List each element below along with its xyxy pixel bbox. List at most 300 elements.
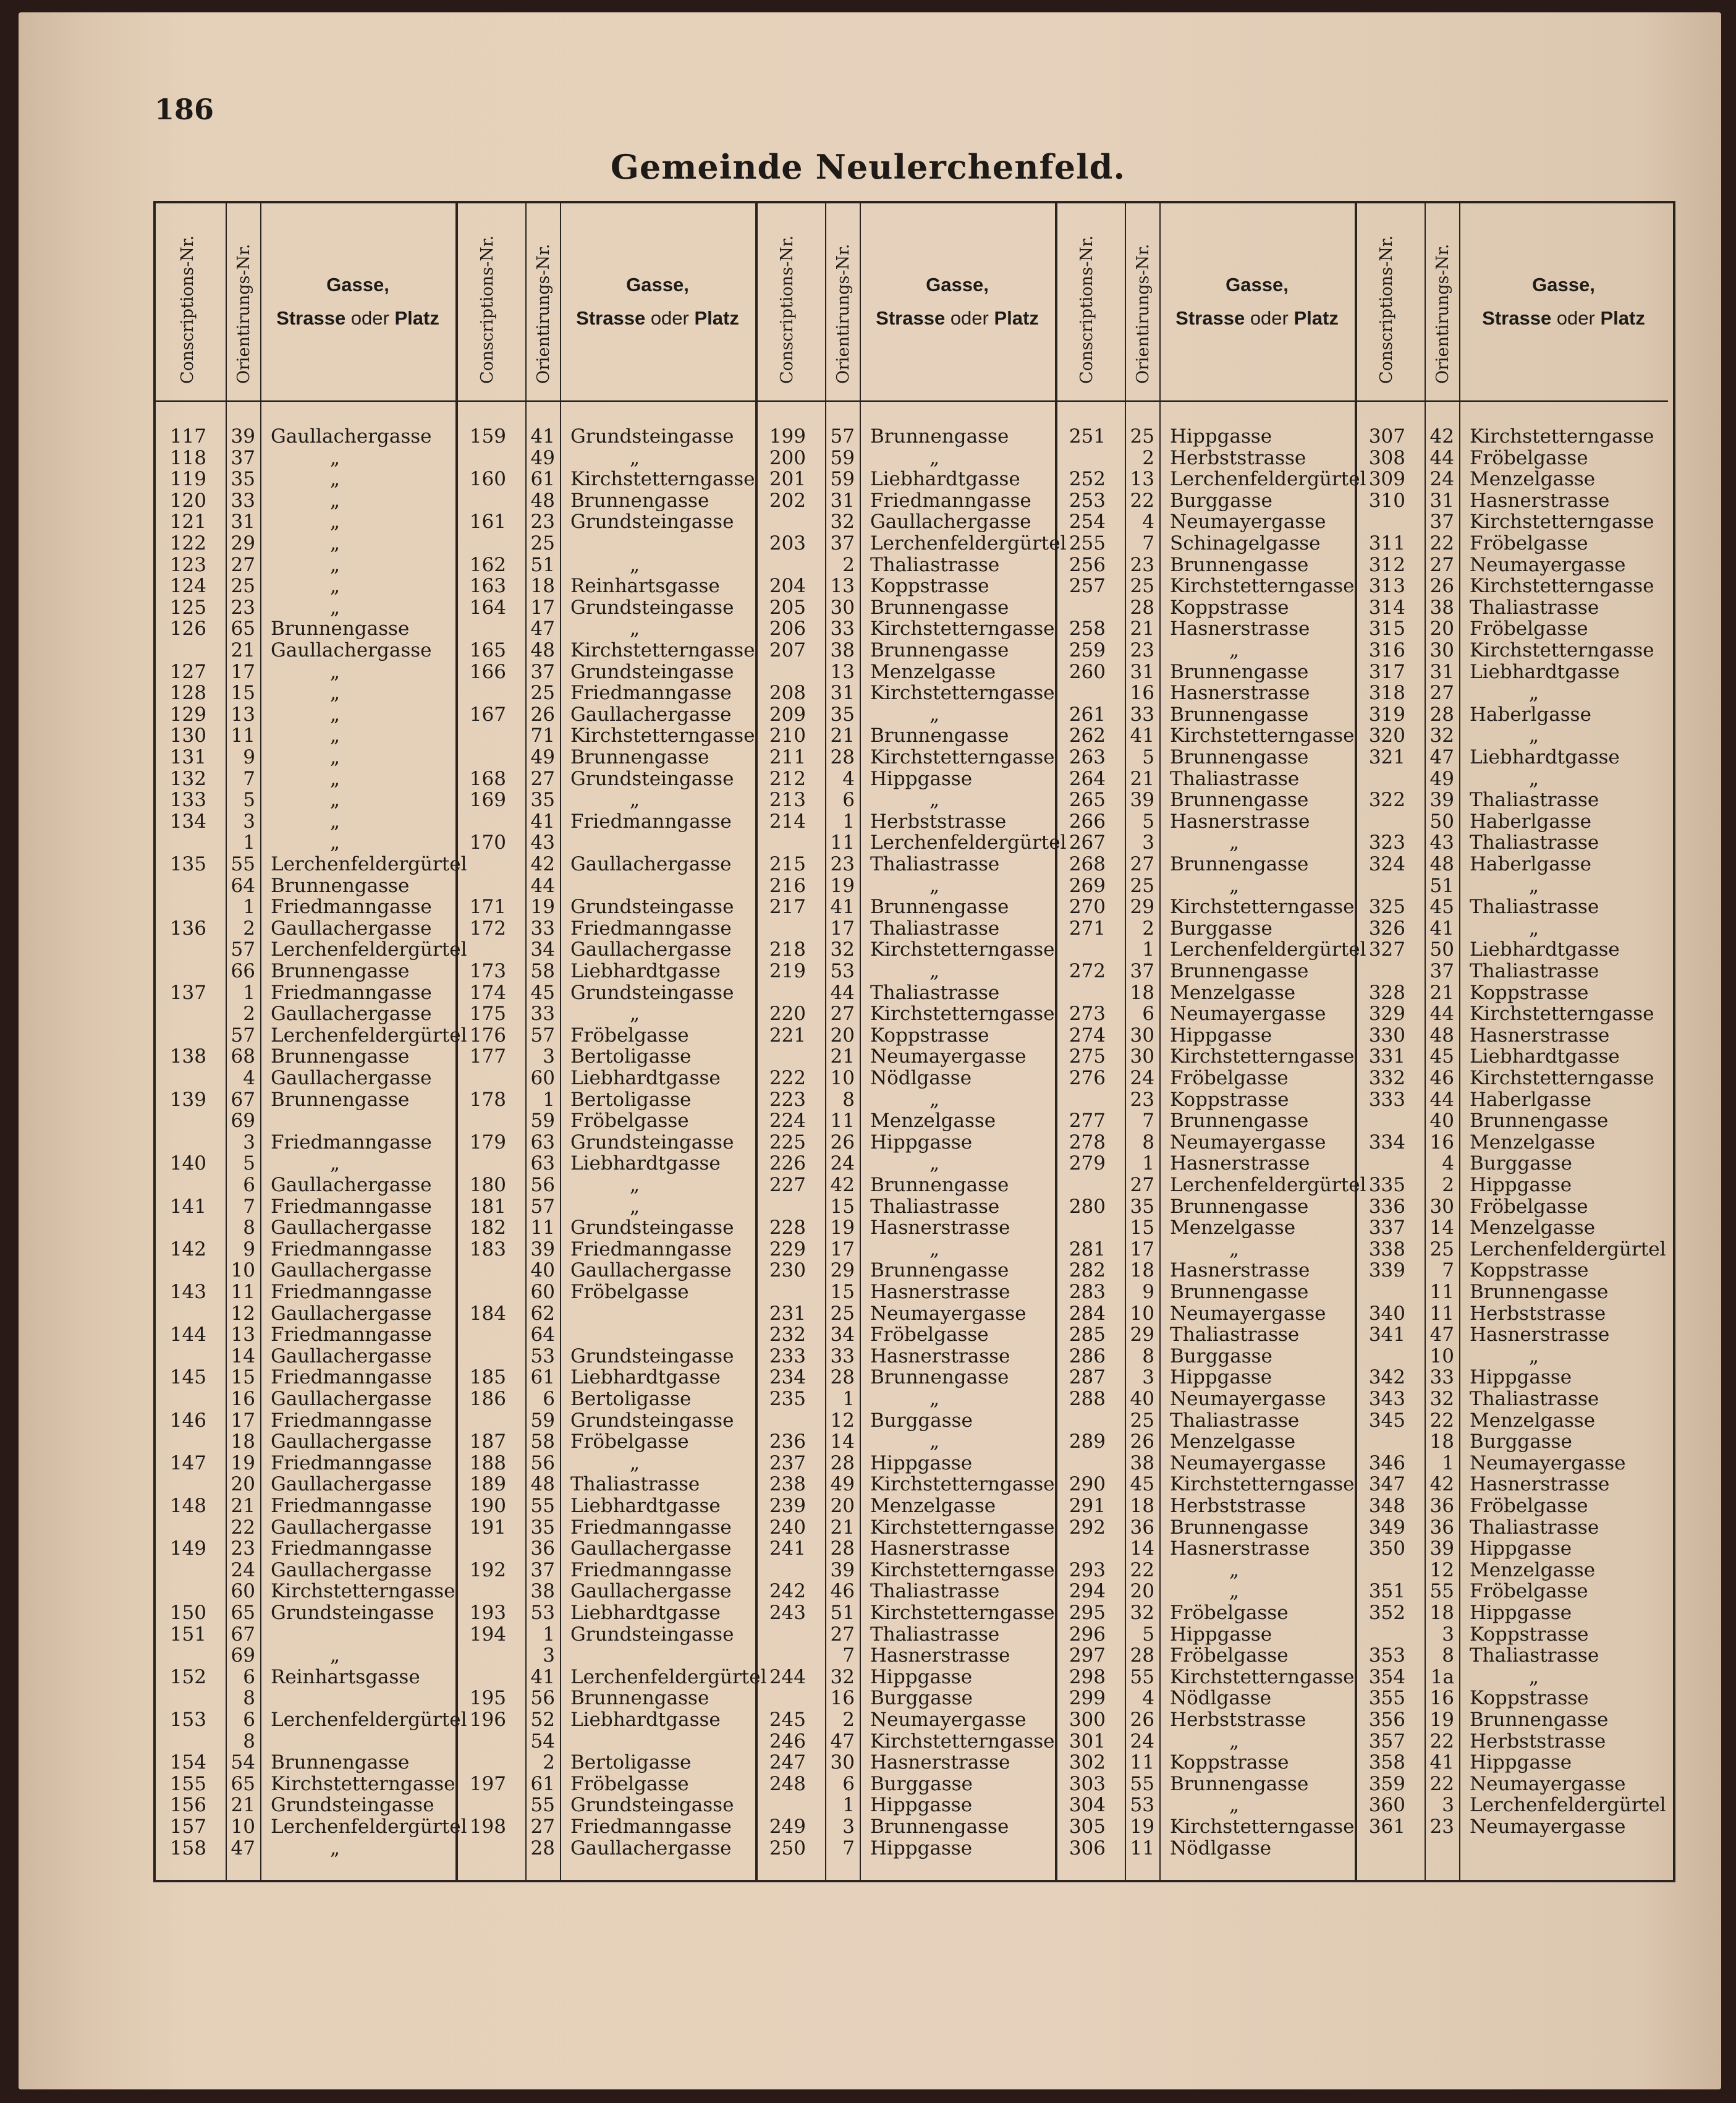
orientation-number: 53 [530,1602,555,1624]
orientation-number: 6 [842,789,855,812]
street-name: Grundsteingasse [570,1794,734,1817]
orientation-number: 7 [243,767,255,790]
conscription-number: 157 [169,1816,206,1838]
street-name: Kirchstetterngasse [870,682,1055,705]
orientation-number: 44 [830,981,855,1004]
street-name: Kirchstetterngasse [1170,1045,1355,1068]
conscription-number: 285 [1069,1323,1106,1346]
orientation-number: 5 [1142,810,1154,833]
conscription-number: 235 [769,1388,806,1410]
orientation-number: 23 [530,511,555,533]
street-name: Koppstrasse [1470,981,1589,1004]
orientation-number: 4 [842,767,855,790]
orientation-number: 46 [830,1580,855,1603]
orientation-number: 22 [1429,1772,1454,1795]
street-name: Herbststrasse [870,810,1007,833]
orientation-number: 21 [231,639,255,661]
street-name: Brunnengasse [1170,1281,1309,1303]
orientation-number: 22 [1429,1409,1454,1432]
street-name: Liebhardtgasse [1470,660,1620,683]
orientation-number: 3 [543,1644,555,1667]
orientation-number: 19 [530,896,555,919]
orientation-number: 42 [830,1174,855,1196]
street-name: Liebhardtgasse [570,1602,721,1624]
street-name: Friedmanngasse [271,1281,432,1303]
orientation-number: 54 [231,1751,255,1774]
street-name: Friedmanngasse [271,1323,432,1346]
orientation-number: 49 [530,446,555,469]
street-name: Brunnengasse [870,1816,1009,1838]
street-name: Grundsteingasse [570,425,734,448]
conscription-number: 290 [1069,1473,1106,1496]
orientation-number: 32 [1429,1388,1454,1410]
conscription-number: 359 [1368,1772,1405,1795]
street-name: Burggasse [1170,917,1272,940]
conscription-number: 194 [469,1623,506,1646]
orientation-number: 41 [1429,1751,1454,1774]
street-name: Hasnerstrasse [1170,1259,1310,1282]
column-group-4 [1055,203,1366,1880]
street-name: Fröbelgasse [1470,1495,1588,1517]
orientation-number: 49 [1429,767,1454,790]
conscription-number: 278 [1069,1131,1106,1153]
street-name: Thaliastrasse [1470,1516,1599,1539]
orientation-number: 33 [1130,703,1154,726]
street-name: Grundsteingasse [570,981,734,1004]
street-name: Friedmanngasse [271,1131,432,1153]
conscription-number: 118 [169,446,206,469]
orientation-number: 39 [530,1238,555,1260]
orientation-number: 4 [243,1067,255,1089]
street-name: Hippgasse [1170,425,1272,448]
orientation-number: 35 [1130,1195,1154,1218]
orientation-number: 1 [842,810,855,833]
orientation-number: 1 [243,896,255,919]
street-name: „ [330,1152,341,1175]
street-name: „ [929,446,940,469]
street-name: Liebhardtgasse [1470,1045,1620,1068]
conscription-number: 159 [469,425,506,448]
street-name: Gaullachergasse [570,938,732,961]
street-name: Gaullachergasse [271,1067,432,1089]
header-street-a: Strasse [1482,307,1552,329]
street-name: Burggasse [1170,489,1272,512]
street-name: Grundsteingasse [570,1345,734,1367]
orientation-number: 18 [1130,1495,1154,1517]
street-name: „ [929,960,940,982]
conscription-number: 134 [169,810,206,833]
orientation-number: 65 [231,1602,255,1624]
orientation-number: 17 [830,917,855,940]
orientation-number: 21 [1130,618,1154,640]
street-name: „ [630,446,640,469]
street-name: Brunnengasse [870,425,1009,448]
header-conscription: Conscriptions-Nr. [1377,235,1396,384]
street-name: Brunnengasse [1170,960,1309,982]
conscription-number: 193 [469,1602,506,1624]
conscription-number: 176 [469,1024,506,1047]
orientation-number: 25 [1130,425,1154,448]
orientation-number: 15 [1130,1217,1154,1239]
street-name: „ [330,682,341,705]
conscription-number: 153 [169,1709,206,1731]
conscription-number: 146 [169,1409,206,1432]
conscription-number: 305 [1069,1816,1106,1838]
orientation-number: 1 [1142,1152,1154,1175]
conscription-number: 332 [1368,1067,1405,1089]
header-orientation: Orientirungs-Nr. [534,244,553,384]
street-name: Menzelgasse [870,660,996,683]
orientation-number: 21 [1429,981,1454,1004]
street-name: Grundsteingasse [570,1131,734,1153]
conscription-number: 125 [169,596,206,619]
orientation-number: 41 [530,425,555,448]
orientation-number: 18 [1429,1430,1454,1453]
orientation-number: 64 [530,1323,555,1346]
street-name: Thaliastrasse [870,1195,1000,1218]
conscription-number: 199 [769,425,806,448]
street-name: Burggasse [1470,1152,1572,1175]
orientation-number: 3 [1442,1794,1454,1817]
conscription-number: 180 [469,1174,506,1196]
conscription-number: 297 [1069,1644,1106,1667]
orientation-number: 66 [231,960,255,982]
conscription-number: 228 [769,1217,806,1239]
conscription-number: 335 [1368,1174,1405,1196]
street-name: Koppstrasse [870,1024,989,1047]
conscription-number: 342 [1368,1366,1405,1389]
orientation-number: 46 [1429,1067,1454,1089]
orientation-number: 56 [530,1451,555,1474]
street-name: „ [330,789,341,812]
conscription-number: 346 [1368,1451,1405,1474]
street-name: Haberlgasse [1470,810,1591,833]
orientation-number: 4 [1142,511,1154,533]
street-name: Thaliastrasse [570,1473,700,1496]
street-name: Kirchstetterngasse [870,1473,1055,1496]
street-name: Friedmanngasse [271,981,432,1004]
orientation-number: 25 [1130,874,1154,897]
orientation-number: 11 [1429,1281,1454,1303]
conscription-number: 336 [1368,1195,1405,1218]
street-name: Liebhardtgasse [570,1152,721,1175]
conscription-number: 214 [769,810,806,833]
conscription-number: 169 [469,789,506,812]
street-name: Fröbelgasse [1170,1067,1289,1089]
street-name: Nödlgasse [1170,1837,1272,1859]
conscription-number: 321 [1368,746,1405,768]
street-name: Lerchenfeldergürtel [1170,938,1366,961]
street-name: Thaliastrasse [870,1580,1000,1603]
conscription-number: 197 [469,1772,506,1795]
street-name: Burggasse [870,1687,973,1710]
orientation-number: 19 [1429,1709,1454,1731]
orientation-number: 42 [1429,425,1454,448]
street-name: „ [330,810,341,833]
street-name: Brunnengasse [271,874,410,897]
orientation-number: 23 [830,853,855,875]
street-name: Gaullachergasse [570,1580,732,1603]
conscription-number: 202 [769,489,806,512]
conscription-number: 249 [769,1816,806,1838]
orientation-number: 33 [530,917,555,940]
street-name: Hippgasse [1470,1537,1572,1560]
conscription-number: 155 [169,1772,206,1795]
street-name: Kirchstetterngasse [870,1558,1055,1581]
orientation-number: 1 [243,831,255,854]
orientation-number: 25 [530,532,555,554]
street-name: Neumayergasse [1170,511,1326,533]
orientation-number: 12 [830,1409,855,1432]
street-name: Hippgasse [1170,1366,1272,1389]
orientation-number: 48 [530,639,555,661]
street-name: „ [1229,1558,1240,1581]
orientation-number: 39 [231,425,255,448]
conscription-number: 274 [1069,1024,1106,1047]
conscription-number: 311 [1368,532,1405,554]
street-name: Hasnerstrasse [1470,1024,1610,1047]
orientation-number: 57 [530,1195,555,1218]
conscription-number: 209 [769,703,806,726]
orientation-number: 5 [243,1152,255,1175]
orientation-number: 6 [243,1665,255,1688]
orientation-number: 13 [830,660,855,683]
orientation-number: 11 [530,1217,555,1239]
orientation-number: 37 [1429,511,1454,533]
header-orientation: Orientirungs-Nr. [234,244,253,384]
street-name: „ [1529,874,1539,897]
conscription-number: 226 [769,1152,806,1175]
orientation-number: 1 [842,1388,855,1410]
street-name: „ [1529,682,1539,705]
header-street-b: oder [650,307,689,329]
street-name: Kirchstetterngasse [1170,896,1355,919]
orientation-number: 6 [243,1174,255,1196]
orientation-number: 41 [530,1665,555,1688]
street-name: Lerchenfeldergürtel [271,1024,467,1047]
orientation-number: 49 [530,746,555,768]
orientation-number: 27 [1130,853,1154,875]
street-name: Reinhartsgasse [271,1665,420,1688]
orientation-number: 18 [1130,1259,1154,1282]
orientation-number: 21 [231,1794,255,1817]
conscription-number: 325 [1368,896,1405,919]
conscription-number: 345 [1368,1409,1405,1432]
orientation-number: 38 [530,1580,555,1603]
street-name: Kirchstetterngasse [1470,639,1654,661]
conscription-number: 129 [169,703,206,726]
street-name: Brunnengasse [870,1366,1009,1389]
conscription-number: 298 [1069,1665,1106,1688]
street-name: Brunnengasse [1470,1709,1609,1731]
conscription-number: 241 [769,1537,806,1560]
orientation-number: 34 [530,938,555,961]
conscription-number: 282 [1069,1259,1106,1282]
header-street-a: Strasse [576,307,646,329]
street-name: Liebhardtgasse [1470,938,1620,961]
street-name: „ [330,446,341,469]
street-name: „ [330,660,341,683]
conscription-number: 224 [769,1110,806,1132]
orientation-number: 21 [830,1045,855,1068]
street-name: Hippgasse [1470,1174,1572,1196]
street-name: „ [1529,1345,1539,1367]
conscription-number: 119 [169,468,206,491]
conscription-number: 338 [1368,1238,1405,1260]
street-name: Friedmanngasse [570,917,732,940]
orientation-number: 23 [1130,639,1154,661]
orientation-number: 67 [231,1623,255,1646]
conscription-number: 222 [769,1067,806,1089]
conscription-number: 240 [769,1516,806,1539]
street-name: Kirchstetterngasse [1470,575,1654,598]
orientation-number: 13 [231,1323,255,1346]
street-name: Brunnengasse [271,960,410,982]
conscription-number: 142 [169,1238,206,1260]
orientation-number: 31 [1429,489,1454,512]
header-street [860,203,1055,400]
street-name: „ [929,789,940,812]
conscription-number: 227 [769,1174,806,1196]
conscription-number: 276 [1069,1067,1106,1089]
street-name: „ [929,703,940,726]
header-street-b: oder [950,307,989,329]
orientation-number: 18 [231,1430,255,1453]
conscription-number: 295 [1069,1602,1106,1624]
orientation-number: 4 [1142,1687,1154,1710]
conscription-number: 331 [1368,1045,1405,1068]
street-name: „ [1529,767,1539,790]
orientation-number: 32 [1429,724,1454,747]
conscription-number: 351 [1368,1580,1405,1603]
conscription-number: 231 [769,1302,806,1325]
street-name: „ [1529,1665,1539,1688]
orientation-number: 59 [830,446,855,469]
orientation-number: 7 [1442,1259,1454,1282]
street-name: Lerchenfeldergürtel [271,938,467,961]
orientation-number: 16 [1429,1687,1454,1710]
street-name: Gaullachergasse [271,1345,432,1367]
conscription-number: 357 [1368,1730,1405,1753]
street-name: Friedmanngasse [570,1516,732,1539]
orientation-number: 55 [1130,1772,1154,1795]
orientation-number: 11 [1130,1751,1154,1774]
conscription-number: 188 [469,1451,506,1474]
orientation-number: 1a [1430,1665,1454,1688]
conscription-number: 257 [1069,575,1106,598]
orientation-number: 24 [1429,468,1454,491]
street-name: Hippgasse [1170,1623,1272,1646]
conscription-number: 133 [169,789,206,812]
conscription-number: 216 [769,874,806,897]
orientation-number: 56 [530,1687,555,1710]
header-street-a: Strasse [276,307,346,329]
orientation-number: 22 [1429,1730,1454,1753]
orientation-number: 26 [530,703,555,726]
street-name: Lerchenfeldergürtel [870,831,1067,854]
conscription-number: 244 [769,1665,806,1688]
orientation-number: 57 [231,1024,255,1047]
orientation-number: 44 [1429,446,1454,469]
orientation-number: 33 [1429,1366,1454,1389]
conscription-number: 340 [1368,1302,1405,1325]
conscription-number: 145 [169,1366,206,1389]
orientation-number: 30 [1130,1045,1154,1068]
orientation-number: 61 [530,468,555,491]
conscription-number: 353 [1368,1644,1405,1667]
street-name: Koppstrasse [1170,1751,1289,1774]
street-name: Gaullachergasse [570,853,732,875]
street-name: „ [1229,1794,1240,1817]
conscription-number: 171 [469,896,506,919]
orientation-number: 37 [530,1558,555,1581]
orientation-number: 8 [243,1730,255,1753]
conscription-number: 259 [1069,639,1106,661]
street-name: „ [630,1195,640,1218]
street-name: Lerchenfeldergürtel [1470,1238,1666,1260]
conscription-number: 312 [1368,553,1405,576]
orientation-number: 2 [1442,1174,1454,1196]
street-name: Gaullachergasse [271,1003,432,1026]
street-name: Menzelgasse [1470,1409,1596,1432]
conscription-number: 218 [769,938,806,961]
orientation-number: 7 [1142,532,1154,554]
column-group-3 [755,203,1067,1880]
street-name: „ [929,874,940,897]
conscription-number: 174 [469,981,506,1004]
conscription-number: 248 [769,1772,806,1795]
orientation-number: 28 [830,1451,855,1474]
conscription-number: 339 [1368,1259,1405,1282]
orientation-number: 11 [231,724,255,747]
conscription-number: 275 [1069,1045,1106,1068]
header-street [260,203,455,400]
header-orientation: Orientirungs-Nr. [834,244,853,384]
conscription-number: 220 [769,1003,806,1026]
conscription-number: 162 [469,553,506,576]
orientation-number: 69 [231,1644,255,1667]
street-name: Hasnerstrasse [870,1751,1010,1774]
conscription-number: 154 [169,1751,206,1774]
street-name: Kirchstetterngasse [870,1602,1055,1624]
street-name: Thaliastrasse [1470,1388,1599,1410]
street-name: Menzelgasse [1470,1131,1596,1153]
street-name: Brunnengasse [1470,1281,1609,1303]
street-name: Fröbelgasse [570,1281,689,1303]
street-name: Lerchenfeldergürtel [570,1665,767,1688]
street-name: Nödlgasse [1170,1687,1272,1710]
orientation-number: 48 [1429,853,1454,875]
orientation-number: 33 [530,1003,555,1026]
header-street-line1: Gasse, [326,274,389,295]
street-name: Brunnengasse [870,724,1009,747]
street-name: Hasnerstrasse [1170,682,1310,705]
conscription-number: 219 [769,960,806,982]
street-name: Friedmanngasse [271,1409,432,1432]
conscription-number: 144 [169,1323,206,1346]
street-name: Thaliastrasse [1170,1409,1300,1432]
street-name: Hasnerstrasse [1470,1473,1610,1496]
street-name: Thaliastrasse [1470,789,1599,812]
street-name: Fröbelgasse [1470,1195,1588,1218]
street-name: „ [1229,831,1240,854]
orientation-number: 7 [842,1837,855,1859]
header-conscription: Conscriptions-Nr. [1077,235,1096,384]
orientation-number: 10 [231,1816,255,1838]
conscription-number: 318 [1368,682,1405,705]
orientation-number: 20 [830,1024,855,1047]
orientation-number: 5 [243,789,255,812]
